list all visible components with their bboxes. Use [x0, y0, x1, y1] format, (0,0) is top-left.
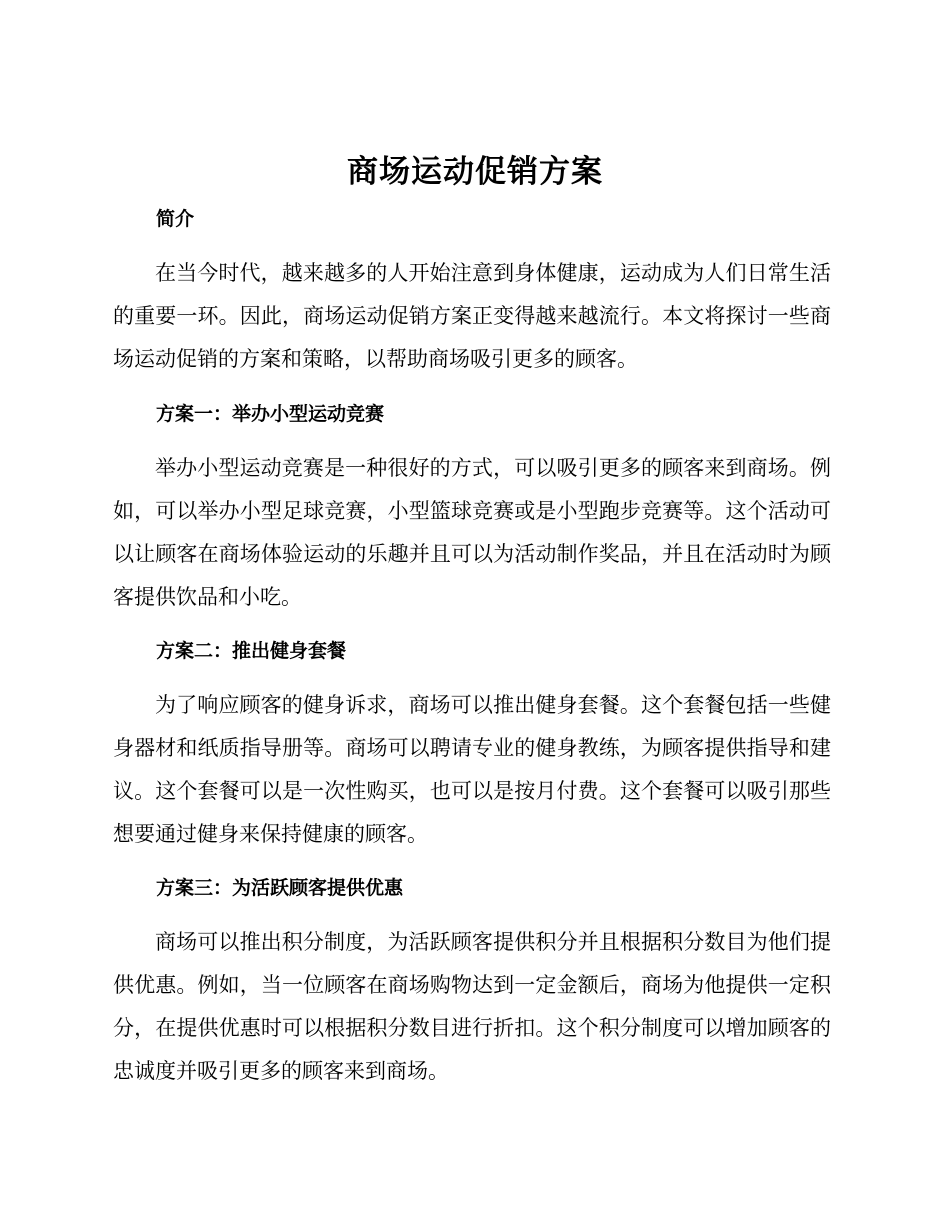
section-heading-plan-2: 方案二：推出健身套餐	[156, 640, 347, 662]
section-body-plan-1: 举办小型运动竞赛是一种很好的方式，可以吸引更多的顾客来到商场。例如，可以举办小型足球竞赛，小型篮球竞赛或是小型跑步竞赛等。这个活动可以让顾客在商场体验运动的乐趣并且可以为活动制作奖品，并且在活动时为顾客提供饮品和小吃。	[113, 456, 831, 609]
section-heading-plan-3: 方案三：为活跃顾客提供优惠	[156, 877, 404, 899]
section-body-intro: 在当今时代，越来越多的人开始注意到身体健康，运动成为人们日常生活的重要一环。因此，商场运动促销方案正变得越来越流行。本文将探讨一些商场运动促销的方案和策略，以帮助商场吸引更多的顾客。	[113, 261, 831, 371]
section-body-plan-3: 商场可以推出积分制度，为活跃顾客提供积分并且根据积分数目为他们提供优惠。例如，当一位顾客在商场购物达到一定金额后，商场为他提供一定积分，在提供优惠时可以根据积分数目进行折扣。这个积分制度可以增加顾客的忠诚度并吸引更多的顾客来到商场。	[113, 930, 831, 1083]
section-heading-plan-1: 方案一：举办小型运动竞赛	[156, 403, 385, 425]
section-body-plan-2: 为了响应顾客的健身诉求，商场可以推出健身套餐。这个套餐包括一些健身器材和纸质指导册等。商场可以聘请专业的健身教练，为顾客提供指导和建议。这个套餐可以是一次性购买，也可以是按月付费。这个套餐可以吸引那些想要通过健身来保持健康的顾客。	[113, 693, 831, 846]
section-heading-intro: 简介	[156, 208, 195, 230]
document-title: 商场运动促销方案	[347, 154, 603, 190]
